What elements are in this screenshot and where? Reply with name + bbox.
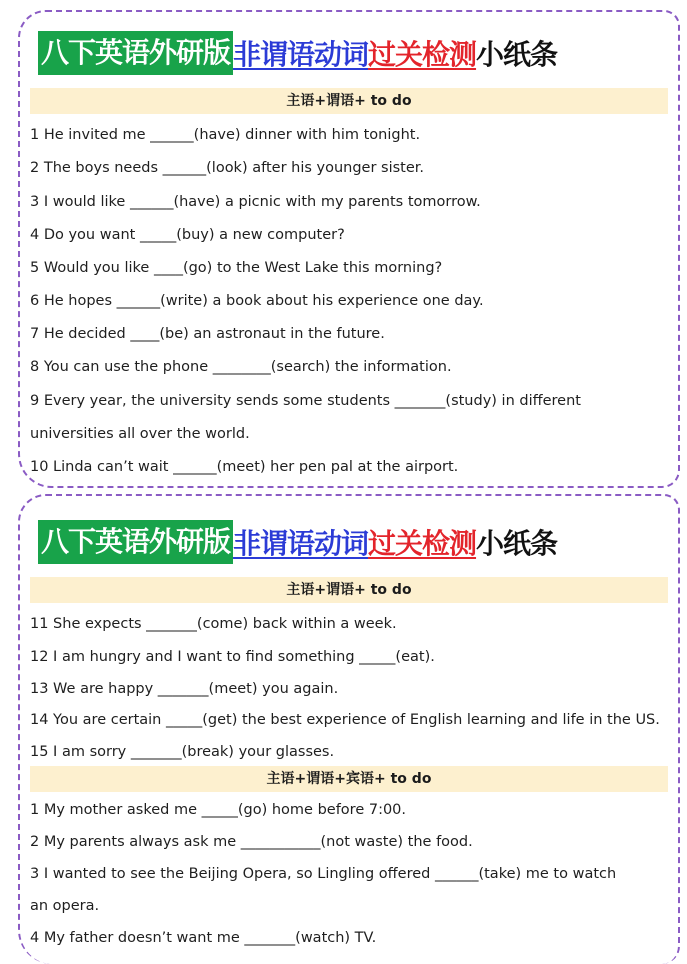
question-item: 3 I wanted to see the Beijing Opera, so Lingling offered ______(take) me to watch [30, 866, 617, 882]
question-item: 14 You are certain _____(get) the best experience of English learning and life in the US. [30, 712, 660, 728]
title-topic-text: 非谓语动词 [233, 527, 369, 560]
question-item: 13 We are happy _______(meet) you again. [30, 681, 339, 697]
title-test-text: 过关检测 [368, 527, 477, 560]
question-item: 4 My father doesn’t want me _______(watch) TV. [30, 930, 377, 946]
title-note-text: 小纸条 [476, 527, 558, 560]
title-test-text: 过关检测 [368, 38, 477, 71]
question-item: 3 I would like ______(have) a picnic with my parents tomorrow. [30, 194, 481, 210]
title-topic-text: 非谓语动词 [233, 38, 369, 71]
question-item: 5 Would you like ____(go) to the West Lake this morning? [30, 260, 443, 276]
question-item: 7 He decided ____(be) an astronaut in the future. [30, 326, 385, 342]
question-continuation: an opera. [30, 898, 100, 914]
worksheet-card-1 [18, 10, 680, 488]
question-item: 9 Every year, the university sends some students _______(study) in different [30, 393, 581, 409]
card1-title [38, 31, 557, 75]
question-item: 4 Do you want _____(buy) a new computer? [30, 227, 345, 243]
question-item: 1 He invited me ______(have) dinner with him tonight. [30, 127, 421, 143]
question-continuation: universities all over the world. [30, 426, 250, 442]
question-item: 8 You can use the phone ________(search) the information. [30, 359, 452, 375]
question-item: 10 Linda can’t wait ______(meet) her pen pal at the airport. [30, 459, 459, 475]
section-header: 主语+谓语+ to do [30, 88, 668, 114]
title-grade-text: 八下英语外研版 [38, 31, 233, 75]
question-item: 1 My mother asked me _____(go) home before 7:00. [30, 802, 407, 818]
section-header: 主语+谓语+ to do [30, 577, 668, 603]
title-grade-text: 八下英语外研版 [38, 520, 233, 564]
card2-title [38, 520, 557, 564]
title-note-text: 小纸条 [476, 38, 558, 71]
question-item: 6 He hopes ______(write) a book about his experience one day. [30, 293, 484, 309]
question-item: 2 My parents always ask me ___________(not waste) the food. [30, 834, 473, 850]
question-item: 11 She expects _______(come) back within a week. [30, 616, 397, 632]
section-header: 主语+谓语+宾语+ to do [30, 766, 668, 792]
question-item: 2 The boys needs ______(look) after his younger sister. [30, 160, 425, 176]
question-item: 15 I am sorry _______(break) your glasses. [30, 744, 335, 760]
question-item: 12 I am hungry and I want to find something _____(eat). [30, 649, 435, 665]
